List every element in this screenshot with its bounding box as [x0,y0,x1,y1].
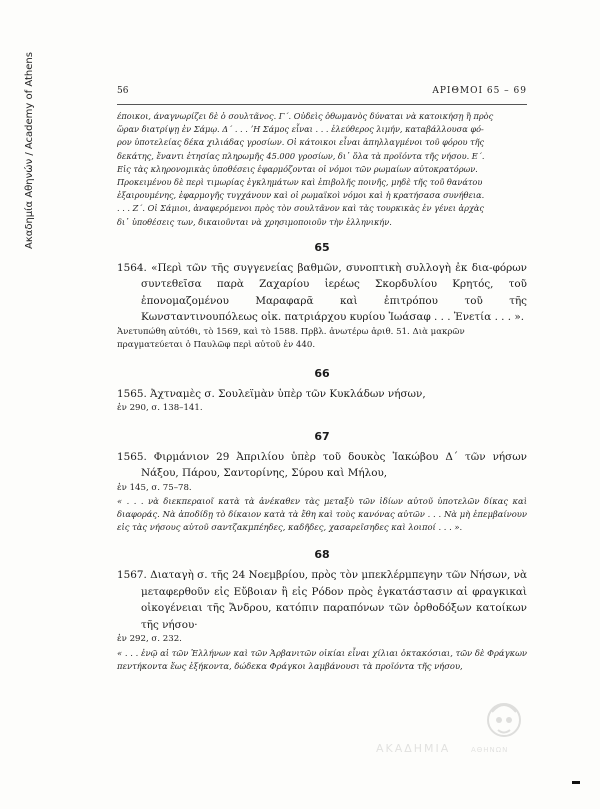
entry-quote: « . . . ἐνῷ αἱ τῶν Ἑλλήνων καὶ τῶν Ἀρβανιτῶν οἰκίαι εἶναι χίλιαι ὀκτακόσιαι, τῶν δὲ Φράγκων πεντήκοντα ἕως ἑξήκοντα, δώδεκα Φράγκοι λαμβάνουσι τὰ προϊόντα τῆς νήσου, [117,647,527,671]
text-line: δι᾽ ὑποθέσεις των, δικαιοῦνται νὰ χρησιμοποιοῦν τὴν ἑλληνικήν. [117,216,392,227]
text-line: ρον ὑποτελείας δέκα χιλιάδας γροσίων. Οἱ κάτοικοι εἶναι ἀπηλλαγμένοι τοῦ φόρου τῆς [117,137,485,148]
text-line: ἐξαιρουμένης, ἐφαρμογῆς τυγχάνουν καὶ οἱ ρωμαϊκοὶ νόμοι καὶ ἡ κρατήσασα συνήθεια. [117,190,485,201]
text-line: . . . Ζ΄. Οἱ Σάμιοι, ἀναφερόμενοι πρὸς τὸν σουλτᾶνον καὶ τὰς τουρκικὰς ἐν γένει ἀρχὰς [117,203,484,214]
top-paragraph [117,110,527,229]
section-number: 68 [314,548,330,562]
margin-mark [572,781,580,784]
entry-reference: ἐν 145, σ. 75–78. [117,482,192,493]
text-line: ὥραν διατρίψῃ ἐν Σάμῳ. Δ΄ . . . ʼΗ Σάμος εἶναι . . . ἐλεύθερος λιμήν, καταβάλλουσα φό- [117,124,484,135]
text-line: Εἰς τὰς κληρονομικὰς ὑποθέσεις ἐφαρμόζονται οἱ νόμοι τῶν ρωμαίων αὐτοκρατόρων. [117,163,478,174]
header-rule [117,104,527,105]
section-number: 66 [314,366,330,380]
page-header [117,86,527,100]
entry-text: 1564. «Περὶ τῶν τῆς συγγενείας βαθμῶν, συνοπτικὴ συλλογὴ ἐκ δια-φόρων συντεθεῖσα παρὰ Ζαχαρίου ἱερέως Σκορδυλίου Κρητός, τοῦ ἐπονομαζομένου Μαραφαρᾶ καὶ ἐπιτρόπου τοῦ τῆς Κωνσταντινουπόλεως οἰκ. πατριάρχου κυρίου Ἰωάσαφ . . . Ἐνετία . . . ». [117,261,527,324]
entry-text: 1565. Φιρμάνιον 29 Ἀπριλίου ὑπὲρ τοῦ δουκὸς Ἰακώβου Δ΄ τῶν νήσων Νάξου, Πάρου, Σαντορίνης, Σύρου καὶ Μήλου, [117,450,527,480]
running-title: ΑΡΙΘΜΟΙ 65 – 69 [432,86,527,96]
archive-sidebar-label [20,40,38,260]
text-line: έποικοι, άναγνωρίζει δὲ ὁ σουλτᾶνος. Γ΄. Οὐδεὶς ὀθωμανὸς δύναται νὰ κατοικήσῃ ἢ πρὸς [117,111,494,121]
section-number: 67 [314,429,330,443]
athena-head-icon [484,698,524,744]
entry-reference: Ἀνετυπώθη αὐτόθι, τὸ 1569, καὶ τὸ 1588. Πρβλ. ἀνωτέρω ἀριθ. 51. Διὰ μακρῶν πραγματεύεται ὁ Παυλῶφ περὶ αὐτοῦ ἐν 440. [117,326,465,351]
text-line: δεκάτης, ἔναντι ἐτησίας πληρωμῆς 45.000 γροσίων, δι᾽ ὅλα τὰ προϊόντα τῆς νήσου. Ε΄. [117,150,485,161]
entry-reference: ἐν 290, σ. 138–141. [117,403,203,414]
academy-watermark [356,690,526,780]
entry-text: 1567. Διαταγὴ σ. τῆς 24 Νοεμβρίου, πρὸς τὸν μπεκλέρμπεγην τῶν Νήσων, νὰ μεταφερθοῦν εἰς Εὔβοιαν ἢ εἰς Ρόδον πρὸς ἐγκατάστασιν αἱ φραγκικαὶ οἰκογένειαι τῆς Ἄνδρου, κατόπιν παραπόνων τῶν ὀρθοδόξων κατοίκων τῆς νήσου· [117,569,527,631]
section-66 [117,367,527,416]
page-number: 56 [117,86,129,96]
archive-label-text: Ακαδημία Αθηνών / Academy of Athens [23,51,35,249]
text-line: Προκειμένου δὲ περὶ τιμωρίας ἐγκλημάτων καὶ ἐπιβολῆς ποινῆς, μηδὲ τῆς τοῦ θανάτου [117,177,483,188]
section-65 [117,241,527,353]
watermark-text: ΑΚΑΔΗΜΙΑ [376,742,451,755]
entry-quote: « . . . νὰ διεκπεραιοῖ κατὰ τὰ ἀνέκαθεν τὰς μεταξὺ τῶν ἰδίων αὐτοῦ ὑποτελῶν δίκας καὶ διαφοράς. Νὰ ἀποδίδῃ τὸ δίκαιον κατὰ τὰ ἔθη καὶ τοὺς κανόνας αὐτῶν . . . Νὰ μὴ ἐπεμβαίνουν εἰς τὰς νήσους αὐτοῦ σαντζακμπέηδες, καδῆδες, χασαρεῖσηδες καὶ λοιποί . . . ». [117,496,527,533]
entry-reference: ἐν 292, σ. 232. [117,634,182,645]
section-number: 65 [314,240,330,254]
section-67 [117,430,527,535]
watermark-subtext: ΑΘΗΝΩΝ [471,746,509,754]
page-body [117,110,527,673]
entry-text: 1565. Ἀχτναμὲς σ. Σουλεϊμὰν ὑπὲρ τῶν Κυκλάδων νήσων, [117,387,426,400]
section-68 [117,548,527,673]
